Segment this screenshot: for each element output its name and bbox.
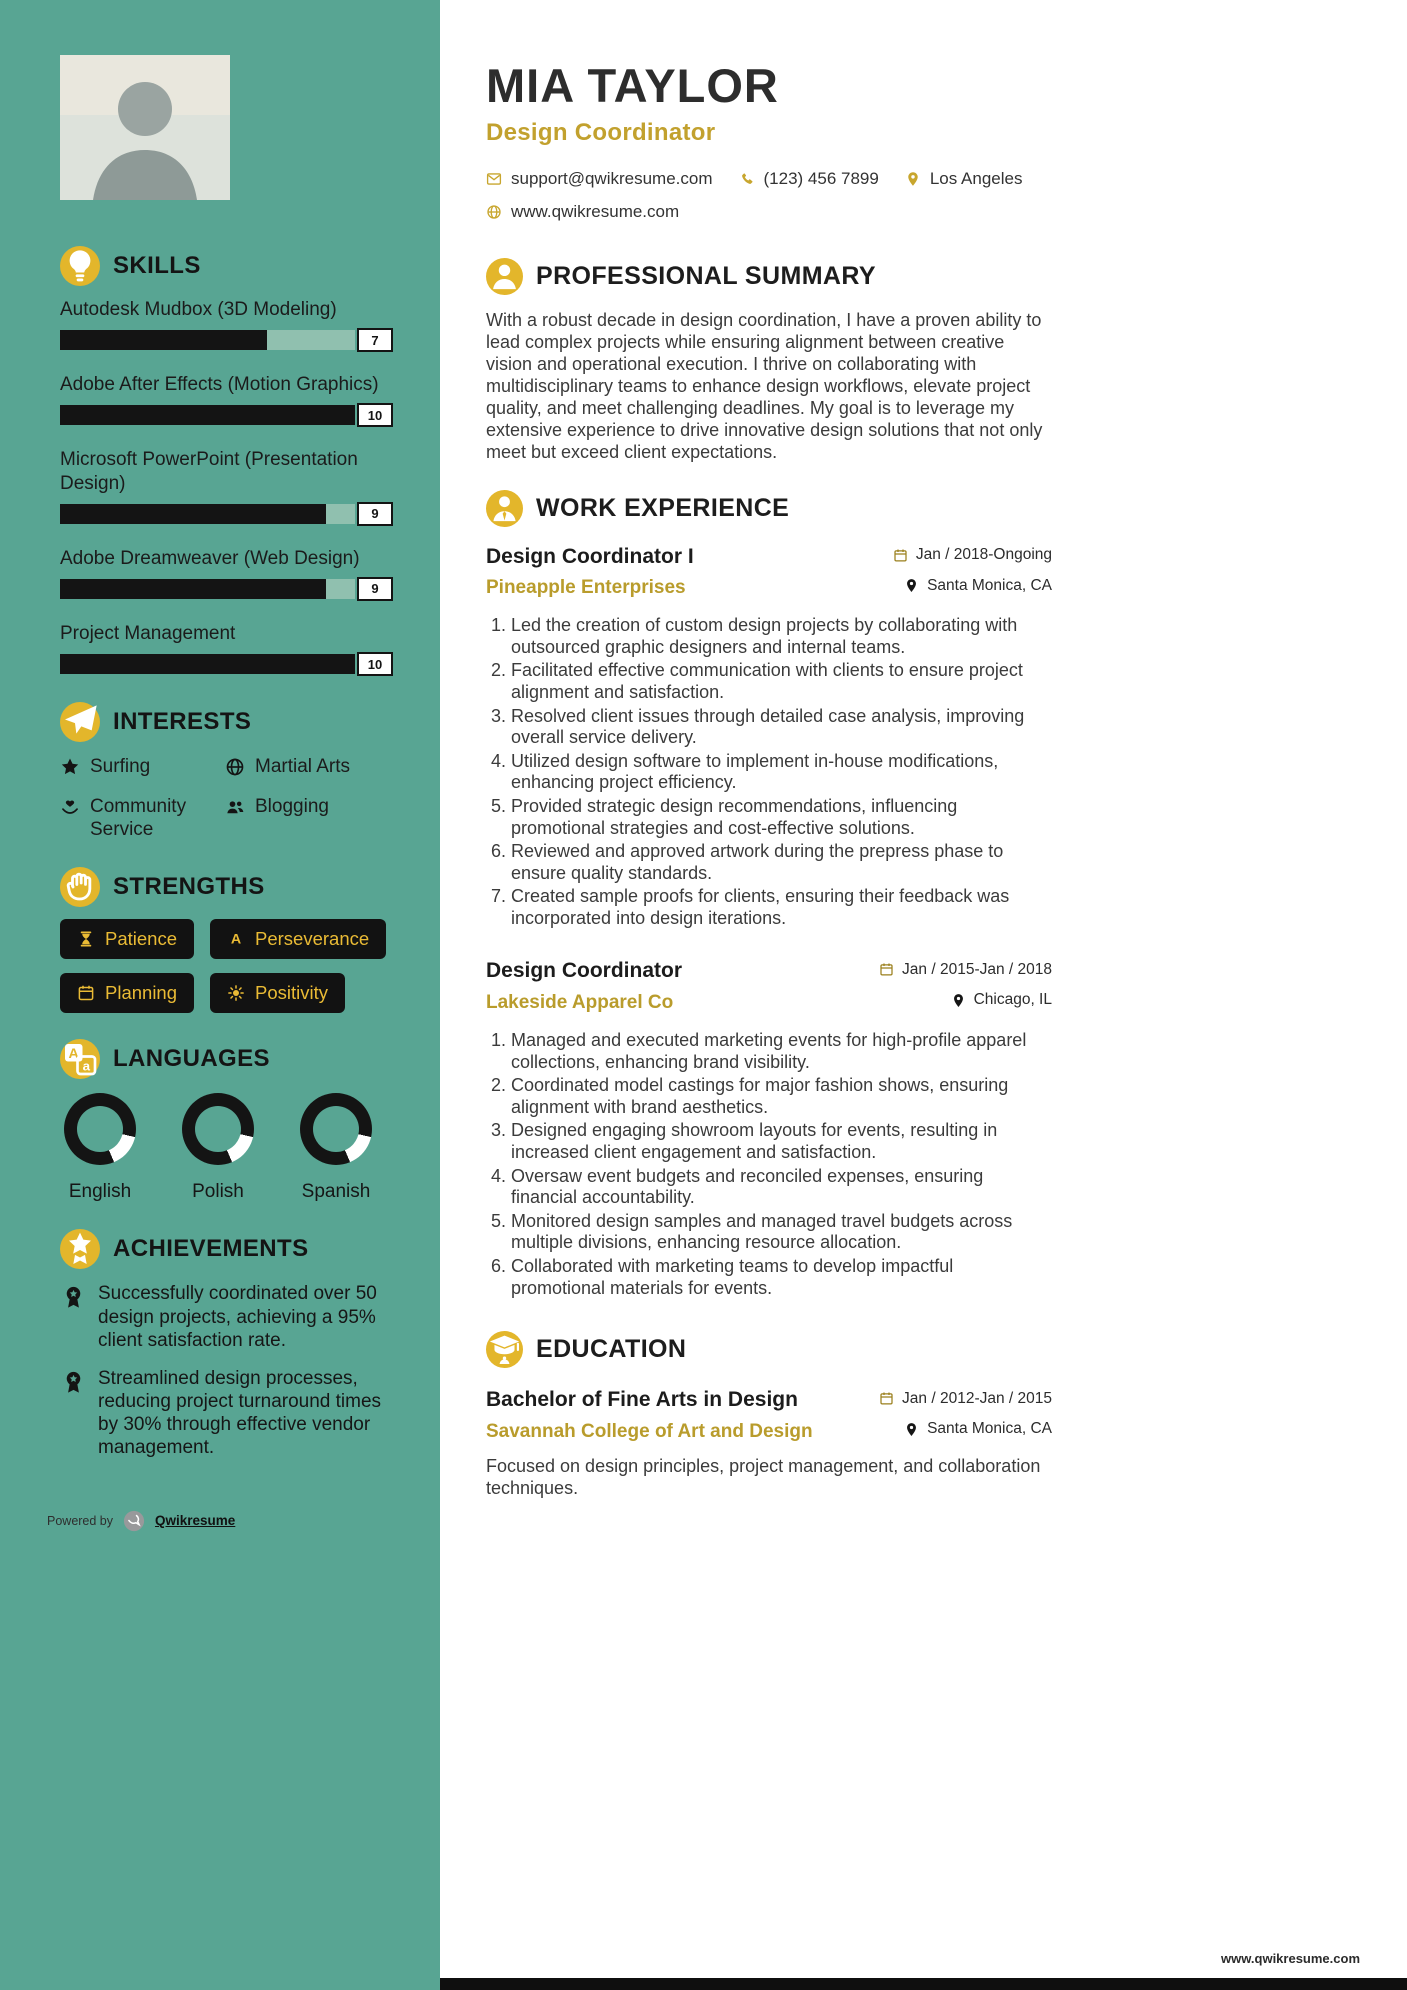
award-icon (60, 1284, 87, 1311)
degree-title: Bachelor of Fine Arts in Design (486, 1388, 798, 1412)
strength-label: Patience (105, 928, 177, 950)
website-text: www.qwikresume.com (511, 202, 680, 221)
location-text: Los Angeles (929, 169, 1023, 188)
language-donut (300, 1093, 372, 1165)
pin-icon (904, 1422, 919, 1437)
skill-bar (60, 654, 355, 674)
qwikresume-link[interactable]: Qwikresume (155, 1513, 236, 1529)
job-bullet: 6. Reviewed and approved artwork during the prepress phase to ensure quality standards. (511, 841, 1052, 884)
work-experience-icon (486, 490, 523, 527)
job-bullet: 4. Utilized design software to implement in-house modifications, enhancing project efficiency. (511, 751, 1052, 794)
skill-item (60, 373, 393, 427)
language-item (299, 1093, 373, 1203)
job-location: Chicago, IL (951, 991, 1052, 1009)
pin-icon (904, 578, 919, 593)
strengths-section (60, 867, 393, 1013)
job-role: Design Coordinator I (486, 544, 694, 568)
interest-label: Surfing (90, 756, 151, 778)
skill-bar (60, 330, 355, 350)
education-location-text: Santa Monica, CA (927, 1420, 1052, 1438)
skill-label: Project Management (60, 622, 236, 644)
star-icon (60, 757, 80, 777)
strength-pill (60, 919, 194, 959)
languages-list (60, 1093, 393, 1203)
language-label: English (68, 1181, 132, 1203)
achievements-title: ACHIEVEMENTS (113, 1235, 309, 1263)
strength-pill (210, 973, 345, 1013)
company-name: Pineapple Enterprises (486, 577, 686, 599)
phone-icon (739, 171, 755, 187)
strength-label: Positivity (255, 982, 329, 1004)
summary-text: With a robust decade in design coordination, I have a proven ability to lead complex projects while ensuring alignment between creative vision and operational execution. I thrive on collaborating with multidisciplinary teams to enhance design workflows, elevate project quality, and meet challenging deadlines. My goal is to leverage my extensive experience to drive innovative design solutions that not only meet but exceed client expectations. (486, 310, 1043, 462)
person-icon (486, 258, 523, 295)
interests-list (60, 756, 393, 841)
graduation-cap-icon (486, 1331, 523, 1368)
hands-icon (60, 797, 80, 817)
svg-text:A: A (230, 931, 242, 948)
envelope-icon (486, 171, 502, 187)
skill-label: Adobe After Effects (Motion Graphics) (60, 374, 379, 396)
company-name: Lakeside Apparel Co (486, 991, 674, 1013)
pin-icon (951, 993, 966, 1008)
strengths-title: STRENGTHS (113, 873, 265, 901)
profile-photo-placeholder (60, 55, 230, 200)
job-entry (486, 545, 1052, 930)
skill-item (60, 547, 393, 601)
interest-label: Community Service (90, 795, 187, 840)
pin-icon (905, 171, 921, 187)
skill-item (60, 298, 393, 352)
interest-item (60, 756, 225, 779)
skill-bar (60, 579, 355, 599)
education-title: EDUCATION (536, 1335, 687, 1364)
strength-label: Perseverance (255, 928, 370, 950)
job-bullet: 3. Resolved client issues through detailed case analysis, improving overall service delivery. (511, 706, 1052, 749)
calendar-icon (879, 1391, 894, 1406)
achievement-item (60, 1282, 393, 1352)
experience-title: WORK EXPERIENCE (536, 493, 790, 522)
languages-title: LANGUAGES (113, 1045, 270, 1073)
skill-item (60, 448, 393, 525)
job-dates: Jan / 2018-Ongoing (893, 546, 1052, 564)
interests-title: INTERESTS (113, 708, 252, 736)
skills-list (60, 298, 393, 676)
job-location: Santa Monica, CA (904, 577, 1052, 595)
powered-by-label: Powered by (47, 1513, 114, 1528)
contact-location (905, 169, 1023, 189)
interest-item (225, 796, 393, 842)
sidebar (0, 0, 440, 1990)
strengths-list (60, 919, 393, 1013)
achievement-text: Streamlined design processes, reducing project turnaround times by 30% through effective vendor management. (98, 1367, 382, 1459)
skill-value: 9 (357, 502, 393, 526)
job-bullets (486, 1030, 1052, 1299)
skill-bar (60, 405, 355, 425)
experience-section (486, 490, 1052, 1299)
skill-label: Microsoft PowerPoint (Presentation Design) (60, 449, 358, 494)
contact-info (486, 169, 1052, 222)
paper-plane-icon (60, 702, 100, 742)
job-bullet: 5. Provided strategic design recommendations, influencing promotional strategies and cost-effective solutions. (511, 796, 1052, 839)
fist-icon (60, 867, 100, 907)
svg-text:a: a (82, 1058, 91, 1074)
education-section (486, 1331, 1052, 1499)
interests-section (60, 702, 393, 841)
jobs-list (486, 545, 1052, 1299)
achievements-list (60, 1282, 393, 1459)
bottom-bar (440, 1978, 1407, 1990)
sun-icon (227, 984, 245, 1002)
skill-bar (60, 504, 355, 524)
skill-label: Adobe Dreamweaver (Web Design) (60, 547, 360, 569)
summary-section (486, 258, 1052, 464)
skills-title: SKILLS (113, 252, 201, 279)
contact-phone[interactable] (739, 169, 879, 189)
users-icon (225, 797, 245, 817)
job-bullet: 2. Coordinated model castings for major fashion shows, ensuring alignment with brand aesthetics. (511, 1075, 1052, 1118)
job-bullet: 6. Collaborated with marketing teams to develop impactful promotional materials for events. (511, 1256, 1052, 1299)
achievement-text: Successfully coordinated over 50 design projects, achieving a 95% client satisfaction rate. (98, 1283, 377, 1351)
job-bullet: 5. Monitored design samples and managed travel budgets across multiple divisions, enhancing resource allocation. (511, 1211, 1052, 1254)
language-donut (64, 1093, 136, 1165)
skills-section (60, 246, 393, 676)
calendar-icon (77, 984, 95, 1002)
strength-pill (60, 973, 194, 1013)
skill-value: 10 (357, 403, 393, 427)
job-dates: Jan / 2015-Jan / 2018 (879, 961, 1052, 979)
languages-section (60, 1039, 393, 1203)
job-bullet: 7. Created sample proofs for clients, ensuring their feedback was incorporated into design iterations. (511, 886, 1052, 929)
name-heading: MIA TAYLOR (486, 59, 779, 112)
powered-by (47, 1510, 393, 1532)
medal-icon (60, 1229, 100, 1269)
lightbulb-icon (60, 246, 100, 286)
interest-item (60, 796, 225, 842)
job-bullet: 3. Designed engaging showroom layouts for events, resulting in increased client engagement and satisfaction. (511, 1120, 1052, 1163)
language-donut (182, 1093, 254, 1165)
education-dates (879, 1390, 1052, 1408)
job-bullet: 4. Oversaw event budgets and reconciled expenses, ensuring financial accountability. (511, 1166, 1052, 1209)
award-icon (60, 1369, 87, 1396)
email-text: support@qwikresume.com (511, 169, 713, 188)
footer-website: www.qwikresume.com (1221, 1951, 1360, 1966)
phone-text: (123) 456 7899 (763, 169, 879, 188)
school-name: Savannah College of Art and Design (486, 1420, 813, 1442)
profile-photo (60, 55, 230, 200)
globe-icon (486, 204, 502, 220)
calendar-icon (893, 548, 908, 563)
person-job-title: Design Coordinator (486, 119, 716, 146)
skill-label: Autodesk Mudbox (3D Modeling) (60, 299, 337, 320)
globe-icon (225, 757, 245, 777)
job-role: Design Coordinator (486, 959, 683, 983)
achievement-item (60, 1367, 393, 1460)
skill-value: 7 (357, 328, 393, 352)
job-bullet: 1. Led the creation of custom design projects by collaborating with outsourced graphic designers and internal teams. (511, 615, 1052, 658)
strength-label: Planning (105, 982, 178, 1004)
job-bullet: 2. Facilitated effective communication with clients to ensure project alignment and satisfaction. (511, 660, 1052, 703)
contact-website[interactable] (486, 202, 679, 222)
svg-text:A: A (68, 1046, 79, 1063)
language-item (63, 1093, 137, 1203)
language-label: Polish (192, 1181, 244, 1203)
education-location (904, 1420, 1052, 1438)
main-content (486, 0, 1052, 1500)
strength-pill (210, 919, 386, 959)
education-dates-text: Jan / 2012-Jan / 2015 (902, 1389, 1052, 1407)
calendar-icon (879, 962, 894, 977)
job-bullets (486, 615, 1052, 929)
interest-label: Blogging (255, 795, 329, 817)
achievements-section (60, 1229, 393, 1459)
summary-title: PROFESSIONAL SUMMARY (536, 262, 876, 290)
font-a-icon (227, 930, 245, 948)
contact-email[interactable] (486, 169, 713, 189)
job-bullet: 1. Managed and executed marketing events for high-profile apparel collections, enhancing brand visibility. (511, 1030, 1052, 1073)
qwikresume-logo-icon (123, 1510, 145, 1532)
language-label: Spanish (301, 1181, 371, 1203)
skill-item (60, 622, 393, 676)
skill-value: 10 (357, 652, 393, 676)
interest-label: Martial Arts (255, 756, 351, 778)
job-entry (486, 959, 1052, 1299)
education-description: Focused on design principles, project management, and collaboration techniques. (486, 1455, 1041, 1498)
translate-icon (60, 1039, 100, 1079)
skill-value: 9 (357, 577, 393, 601)
hourglass-icon (77, 930, 95, 948)
language-item (181, 1093, 255, 1203)
interest-item (225, 756, 393, 779)
